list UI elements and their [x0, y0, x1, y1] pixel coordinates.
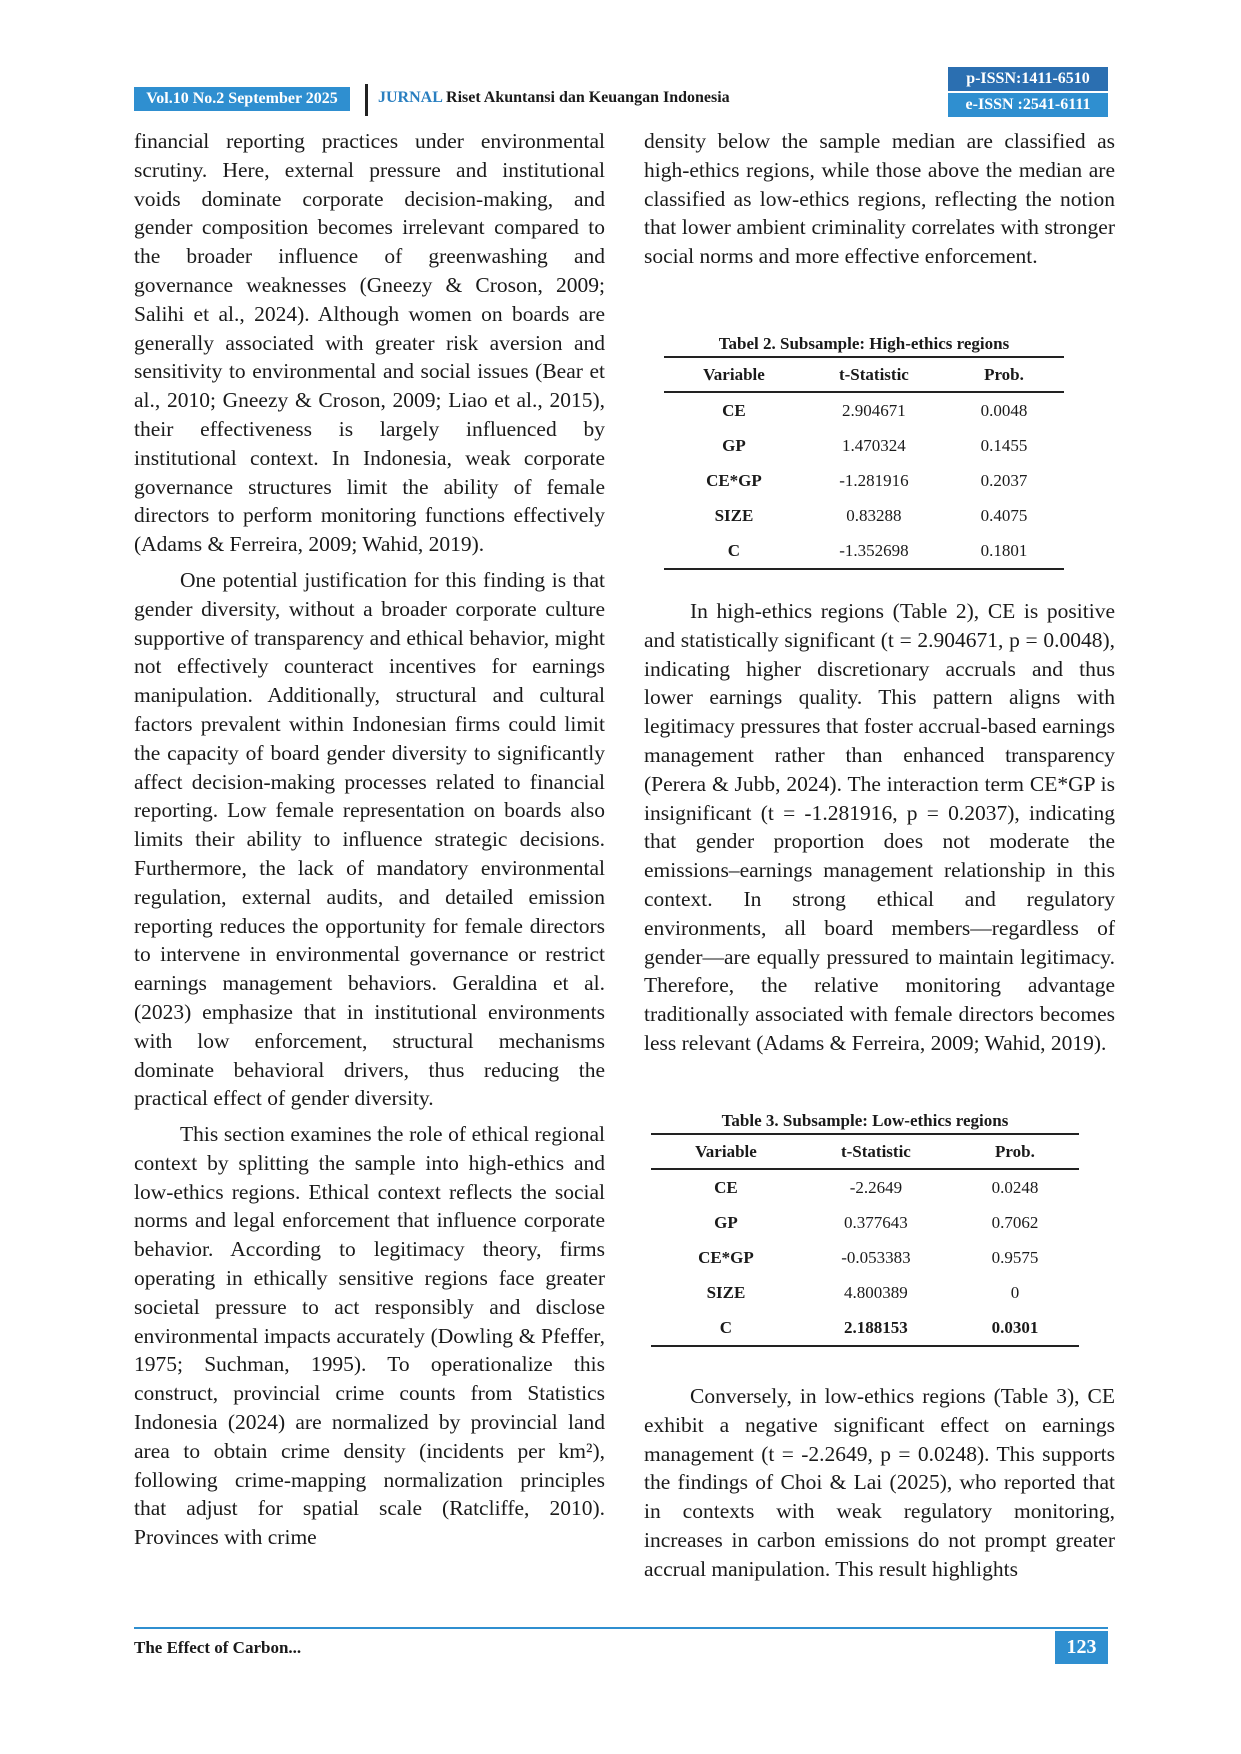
- table-cell: SIZE: [714, 505, 754, 525]
- table-row: [664, 392, 1064, 428]
- table-cell: -2.2649: [849, 1177, 903, 1197]
- right-column-conclusion: [644, 1382, 1115, 1591]
- table-row: [651, 1310, 1079, 1346]
- paragraph: This section examines the role of ethical regional context by splitting the sample into high-ethics and low-ethics regions. Ethical context reflects the social norms and legal enforcement that influence corporate behavior. According to legitimacy theory, firms operating in ethically sensitive regions face greater societal pressure to act responsibly and disclose environmental impacts accurately (Dowling & Pfeffer, 1975; Suchman, 1995). To operationalize this construct, provincial crime counts from Statistics Indonesia (2024) are normalized by provincial land area to obtain crime density (incidents per km²), following crime-mapping normalization principles that adjust for spatial scale (Ratcliffe, 2010). Provinces with crime: [134, 1122, 605, 1550]
- running-title: The Effect of Carbon...: [134, 1638, 302, 1657]
- table-cell: 2.188153: [801, 1310, 951, 1346]
- table-row: [651, 1240, 1079, 1275]
- table-cell: 0.4075: [980, 505, 1028, 525]
- table-header: Variable: [664, 357, 804, 392]
- table-cell: CE: [722, 400, 746, 420]
- table-cell: 0.0301: [951, 1310, 1079, 1346]
- table-3-title: Table 3. Subsample: Low-ethics regions: [721, 1111, 1009, 1130]
- table-cell: 0.0048: [980, 400, 1028, 420]
- table-cell: C: [651, 1310, 801, 1346]
- table-cell: 0.1455: [980, 435, 1028, 455]
- table-cell: 0: [1010, 1282, 1020, 1302]
- table-cell: -1.352698: [804, 533, 944, 569]
- table-3: [651, 1133, 1079, 1347]
- table-row: [664, 533, 1064, 569]
- page-number: 123: [1055, 1631, 1108, 1664]
- right-column-discussion: [644, 597, 1115, 1065]
- p-issn-badge: p-ISSN:1411-6510: [948, 67, 1108, 91]
- paragraph: Conversely, in low-ethics regions (Table 3), CE exhibit a negative significant effect on earnings management (t = -2.2649, p = 0.0248). This supports the findings of Choi & Lai (2025), who reported that in contexts with weak regulatory monitoring, increases in carbon emissions do not prompt greater accrual manipulation. This result highlights: [644, 1384, 1115, 1581]
- table-cell: C: [664, 533, 804, 569]
- table-cell: 4.800389: [844, 1282, 908, 1302]
- table-cell: CE*GP: [706, 470, 762, 490]
- table-row: [664, 463, 1064, 498]
- paragraph: In high-ethics regions (Table 2), CE is positive and statistically significant (t = 2.904671, p = 0.0048), indicating higher discretionary accruals and thus lower earnings quality. This pattern aligns with legitimacy pressures that foster accrual-based earnings management rather than enhanced transparency (Perera & Jubb, 2024). The interaction term CE*GP is insignificant (t = -1.281916, p = 0.2037), indicating that gender proportion does not moderate the emissions–earnings management relationship in this context. In strong ethical and regulatory environments, all board members—regardless of gender—are equally pressured to maintain legitimacy. Therefore, the relative monitoring advantage traditionally associated with female directors becomes less relevant (Adams & Ferreira, 2009; Wahid, 2019).: [644, 599, 1115, 1055]
- table-cell: GP: [722, 435, 746, 455]
- table-cell: 1.470324: [842, 435, 906, 455]
- journal-brand: JURNAL: [378, 89, 443, 106]
- table-cell: 0.377643: [844, 1212, 908, 1232]
- table-cell: CE*GP: [698, 1247, 754, 1267]
- table-row: [664, 428, 1064, 463]
- table-cell: 2.904671: [842, 400, 906, 420]
- table-2-title: Tabel 2. Subsample: High-ethics regions: [718, 334, 1010, 353]
- table-cell: 0.9575: [991, 1247, 1039, 1267]
- header-divider: [365, 84, 368, 116]
- table-cell: -1.281916: [839, 470, 909, 490]
- table-2: [664, 356, 1064, 570]
- table-row: [664, 498, 1064, 533]
- paragraph: density below the sample median are classified as high-ethics regions, while those above the median are classified as low-ethics regions, reflecting the notion that lower ambient criminality correlates with stronger social norms and more effective enforcement.: [644, 129, 1115, 269]
- table-cell: 0.7062: [991, 1212, 1039, 1232]
- footer-rule: [134, 1627, 1108, 1629]
- table-row: [651, 1275, 1079, 1310]
- right-column-intro: [644, 127, 1115, 278]
- table-row: [651, 1205, 1079, 1240]
- table-row: [651, 1169, 1079, 1205]
- journal-name: Riset Akuntansi dan Keuangan Indonesia: [446, 89, 730, 106]
- paragraph: financial reporting practices under environmental scrutiny. Here, external pressure and institutional voids dominate corporate decision-making, and gender composition becomes irrelevant compared to the broader influence of greenwashing and governance weaknesses (Gneezy & Croson, 2009; Salihi et al., 2024). Although women on boards are generally associated with greater risk aversion and sensitivity to environmental and social issues (Bear et al., 2010; Gneezy & Croson, 2009; Liao et al., 2015), their effectiveness is largely influenced by institutional context. In Indonesia, weak corporate governance structures limit the ability of female directors to perform monitoring functions effectively (Adams & Ferreira, 2009; Wahid, 2019).: [134, 129, 605, 557]
- table-header: Prob.: [944, 357, 1064, 392]
- left-column: [134, 127, 605, 1559]
- journal-title: [378, 86, 730, 110]
- table-cell: CE: [714, 1177, 738, 1197]
- table-header: t-Statistic: [801, 1134, 951, 1169]
- paragraph: One potential justification for this finding is that gender diversity, without a broader corporate culture supportive of transparency and ethical behavior, might not effectively counteract incentives for earnings manipulation. Additionally, structural and cultural factors prevalent within Indonesian firms could limit the capacity of board gender diversity to significantly affect decision-making processes related to financial reporting. Low female representation on boards also limits their ability to influence strategic decisions. Furthermore, the lack of mandatory environmental regulation, external audits, and detailed emission reporting reduces the opportunity for female directors to intervene in environmental governance or restrict earnings management behaviors. Geraldina et al. (2023) emphasize that in institutional environments with low enforcement, structural mechanisms dominate behavioral drivers, thus reducing the practical effect of gender diversity.: [134, 567, 605, 1111]
- table-cell: 0.1801: [944, 533, 1064, 569]
- table-header: Prob.: [951, 1134, 1079, 1169]
- table-cell: SIZE: [706, 1282, 746, 1302]
- table-cell: -0.053383: [841, 1247, 911, 1267]
- table-header: t-Statistic: [804, 357, 944, 392]
- table-cell: 0.2037: [980, 470, 1028, 490]
- table-cell: GP: [714, 1212, 738, 1232]
- table-cell: 0.83288: [846, 505, 902, 525]
- table-header: Variable: [651, 1134, 801, 1169]
- volume-badge: Vol.10 No.2 September 2025: [134, 87, 350, 111]
- e-issn-badge: e-ISSN :2541-6111: [948, 93, 1108, 117]
- table-cell: 0.0248: [991, 1177, 1039, 1197]
